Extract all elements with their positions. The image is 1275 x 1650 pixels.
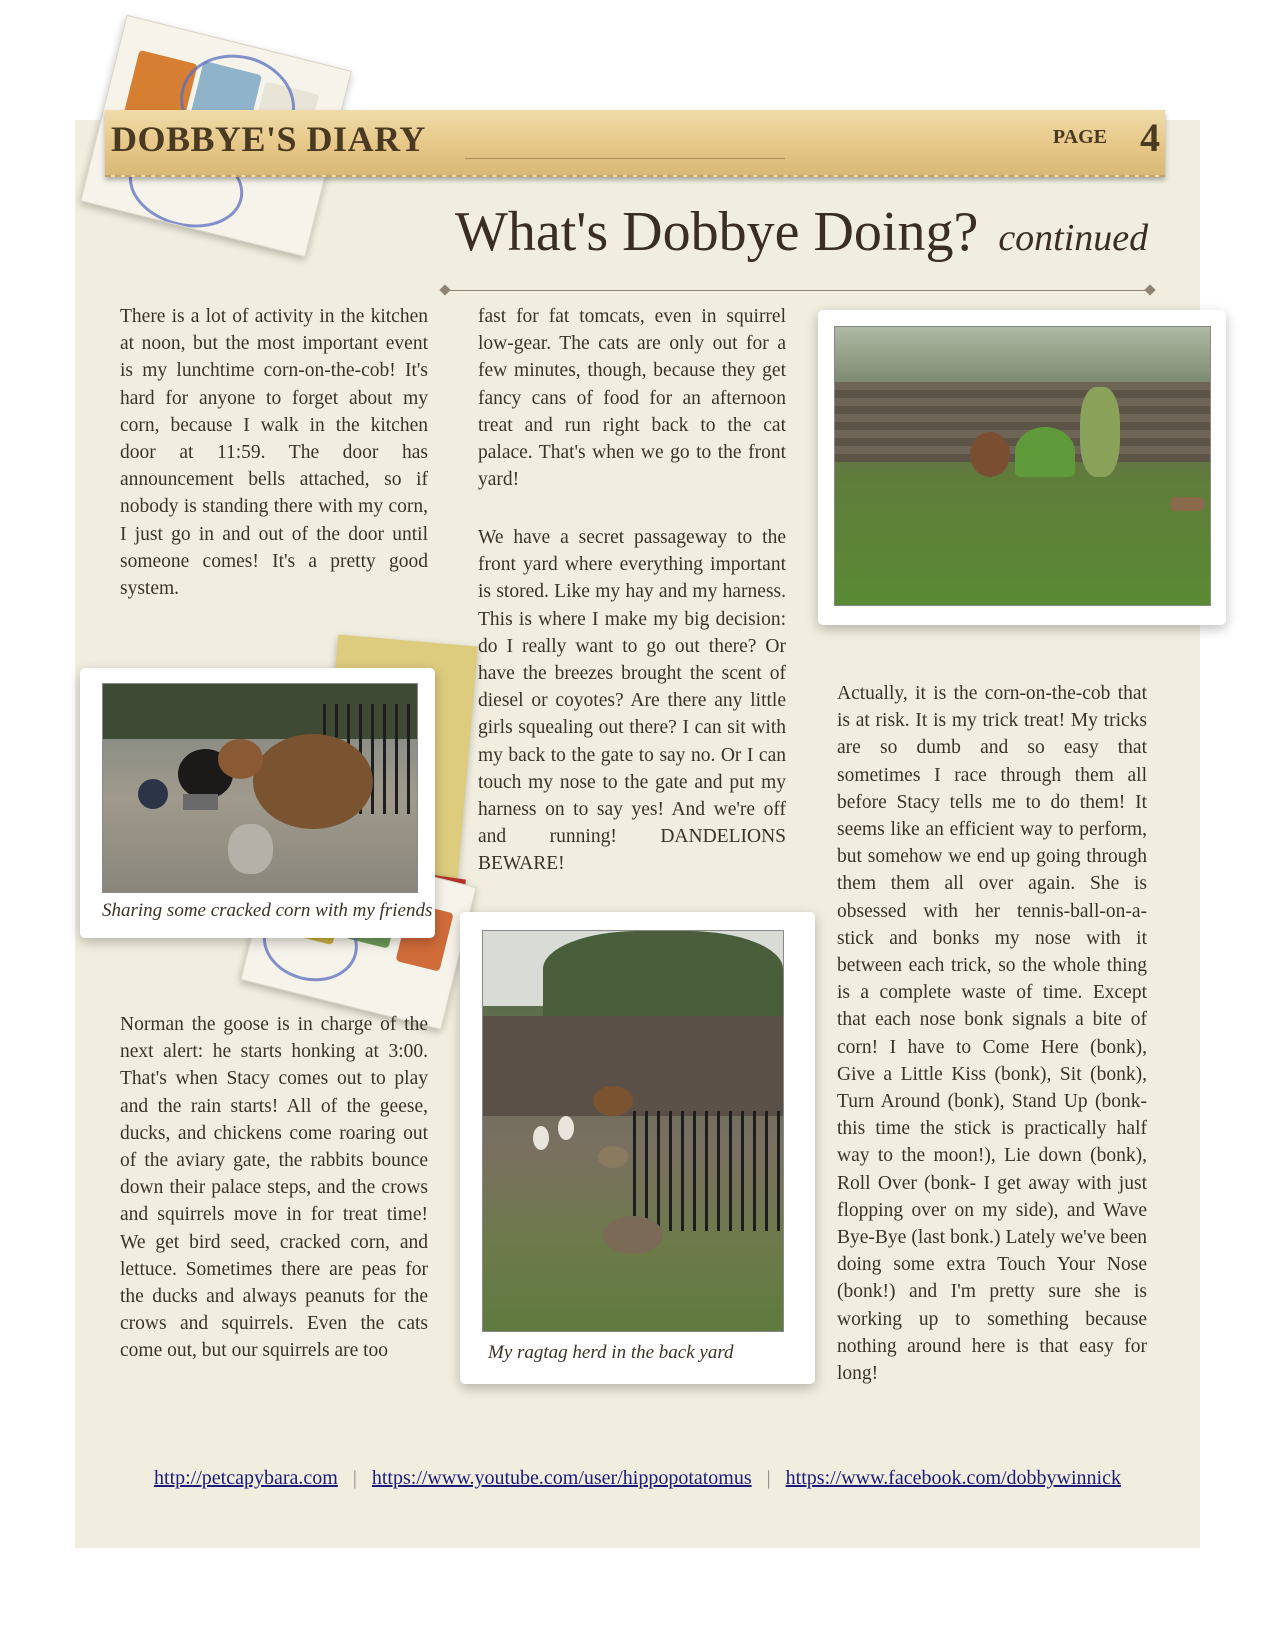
footer-separator: | [352, 1467, 357, 1489]
headline-text: What's Dobbye Doing? [455, 201, 979, 263]
headline-continued: continued [998, 217, 1149, 259]
photo-ragtag-herd [482, 930, 784, 1332]
banner-divider [465, 158, 785, 159]
footer-link-youtube[interactable]: https://www.youtube.com/user/hippopotatomus [371, 1467, 752, 1489]
column-2-paragraph-1: fast for fat tomcats, even in squirrel low-gear. The cats are only out for a few minutes, though, because they get fancy cans of food for an afternoon treat and run right back to the cat palace. That's when we go to the front yard! [478, 306, 786, 491]
caption-herd: My ragtag herd in the back yard [488, 1342, 734, 1363]
photo-card-friends [80, 668, 435, 938]
article-headline [455, 200, 1148, 264]
footer-link-website[interactable]: http://petcapybara.com [154, 1467, 338, 1489]
footer-separator: | [766, 1467, 771, 1489]
column-2-paragraph-2: We have a secret passageway to the front yard where everything important is stored. Like my hay and my harness. This is where I make my big decision: do I really want to go out there? Or have the breezes brought the scent of diesel or coyotes? Are there any little girls squealing out there? I can sit with my back to the gate to say no. Or I can touch my nose to the gate and put my harness on to say yes! And we're off and running! DANDELIONS BEWARE! [478, 527, 786, 875]
page-number: 4 [1140, 115, 1160, 160]
caption-friends: Sharing some cracked corn with my friends [102, 900, 433, 921]
photo-capybara-in-yard [834, 326, 1211, 606]
footer-links [0, 1467, 1275, 1490]
page-label: PAGE [1052, 126, 1107, 148]
column-1-paragraph-1: There is a lot of activity in the kitchen at noon, but the most important event is my lunchtime corn-on-the-cob! It's hard for anyone to forget about my corn, because I walk in the kitchen door at 11:59. The door has announcement bells attached, so if nobody is standing there with my corn, I just go in and out of the door until someone comes! It's a pretty good system. [120, 306, 428, 600]
newsletter-title: DOBBYE'S DIARY [111, 119, 426, 159]
footer-link-facebook[interactable]: https://www.facebook.com/dobbywinnick [785, 1467, 1121, 1489]
column-3-paragraph: Actually, it is the corn-on-the-cob that is at risk. It is my trick treat! My tricks are so dumb and so easy that sometimes I race through them all before Stacy tells me to do them! It seems like an efficient way to perform, but somehow we end up going through them them all over again. She is obsessed with her tennis-ball-on-a-stick and bonks my nose with it between each trick, so the whole thing is a complete waste of time. Except that each nose bonk signals a bite of corn! I have to Come Here (bonk), Give a Little Kiss (bonk), Sit (bonk), Turn Around (bonk), Stand Up (bonk- this time the stick is practically half way to the moon!), Lie down (bonk), Roll Over (bonk- I get away with just flopping over on my side), and Wave Bye-Bye (last bonk.) Lately we've been doing some extra Touch Your Nose (bonk!) and I'm pretty sure she is working up to something because nothing around here is that easy for long! [837, 683, 1147, 1385]
photo-card-herd [460, 912, 815, 1384]
headline-divider [445, 290, 1150, 291]
column-1-paragraph-2: Norman the goose is in charge of the next alert: he starts honking at 3:00. That's when Stacy comes out to play and the rain starts! All of the geese, ducks, and chickens come roaring out of the aviary gate, the rabbits bounce down their palace steps, and the crows and squirrels move in for treat time! We get bird seed, cracked corn, and lettuce. Sometimes there are peas for the ducks and always peanuts for the crows and squirrels. Even the cats come out, but our squirrels are too [120, 1014, 428, 1362]
photo-capybara-with-friends [102, 683, 418, 893]
photo-card-yard [818, 310, 1226, 625]
header-banner [105, 110, 1165, 177]
